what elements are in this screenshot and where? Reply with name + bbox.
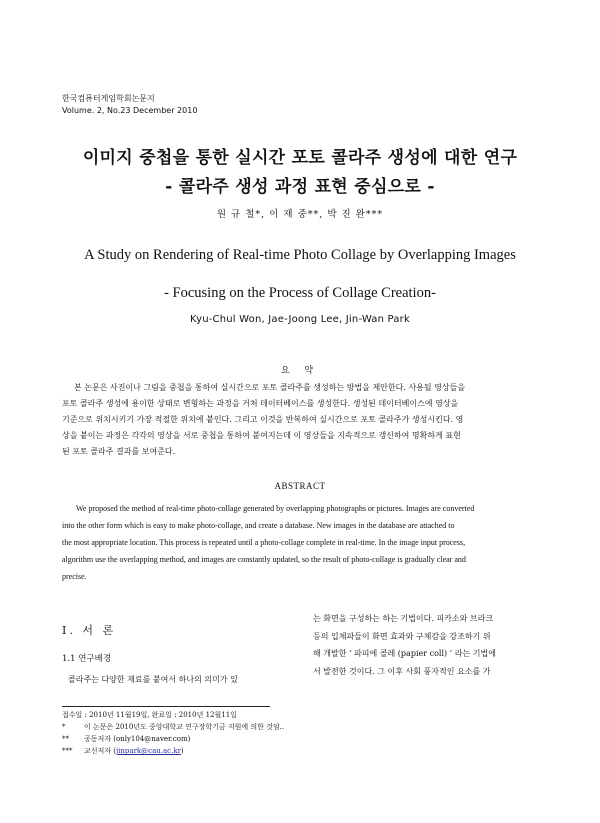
english-abstract-line: We proposed the method of real-time photo-collage generated by overlapping photographs or pictures. Images are converted: [76, 504, 475, 513]
korean-authors: 원 규 철*, 이 재 중**, 박 진 완***: [216, 209, 384, 220]
english-abstract-line: algorithm use the overlapping method, and images are constantly updated, so the result of photo-collage is gradually clear and: [62, 555, 466, 564]
body-line: 등의 입체파들이 화면 효과와 구체감을 강조하기 위: [313, 631, 491, 641]
korean-abstract-line: 된 포토 콜라주 결과를 보여준다.: [62, 447, 176, 456]
korean-abstract-line: 포토 콜라주 생성에 용이한 상태로 변형하는 과정을 거쳐 데이터베이스를 생성한다. 생성된 데이터베이스에 영상을: [62, 399, 459, 408]
footnote-text: 공동저자 (only104@naver.com): [84, 735, 191, 743]
section-title: Ⅰ. 서 론: [62, 624, 117, 637]
korean-abstract: [62, 380, 538, 460]
korean-abstract-line: 상을 붙이는 과정은 각각의 영상을 서로 중첩을 통하여 붙여지는데 이 영상들을 지속적으로 갱신하여 명확하게 표현: [62, 431, 461, 440]
korean-abstract-line: 본 논문은 사진이나 그림을 중첩을 통하여 실시간으로 포토 콜라주를 생성하는 방법을 제안한다. 사용될 영상들을: [74, 383, 466, 392]
journal-name: 한국컴퓨터게임학회논문지: [62, 94, 155, 103]
english-abstract-heading: ABSTRACT: [274, 481, 326, 491]
korean-abstract-line: 기준으로 위치시키기 가장 적절한 위치에 붙인다. 그리고 이것을 반복하여 실시간으로 포토 콜라주가 생성시킨다. 영: [62, 415, 464, 424]
korean-title-line2: - 콜라주 생성 과정 표현 중심으로 -: [165, 177, 435, 197]
english-abstract: [62, 500, 538, 585]
english-title-line1: A Study on Rendering of Real-time Photo Collage by Overlapping Images: [84, 247, 516, 263]
english-abstract-line: precise.: [62, 572, 87, 581]
email-link[interactable]: jinpark@cau.ac.kr: [116, 747, 181, 755]
korean-abstract-heading: 요 약: [280, 366, 320, 376]
footnote-mark: ***: [62, 747, 73, 755]
body-line: 해 개발한 ‘ 파피에 콜레 (papier coll) ’ 라는 기법에: [313, 649, 496, 658]
footnote-3: [62, 746, 184, 756]
footnote-divider: [62, 706, 270, 707]
body-line: 는 화면을 구성하는 하는 기법이다. 피카소와 브라크: [313, 614, 494, 623]
english-title-line2: - Focusing on the Process of Collage Creation-: [164, 285, 436, 301]
footnote-text: 이 논문은 2010년도 중앙대학교 연구장학기금 지원에 의한 것임..: [84, 723, 285, 731]
subsection-title: 1.1 연구배경: [62, 654, 112, 664]
footnote-tail: ): [180, 747, 184, 755]
footnote-2: [62, 734, 190, 744]
footnote-1: [62, 722, 284, 732]
body-line: 서 발전한 것이다. 그 이후 사회 풍자적인 요소를 가: [313, 666, 491, 676]
footnote-mark: **: [62, 735, 69, 743]
english-abstract-line: the most appropriate location. This process is repeated until a photo-collage complete in real-time. In the image input process,: [62, 538, 466, 547]
footnote-mark: *: [62, 723, 66, 731]
body-text-left: 콜라주는 다양한 재료를 붙여서 하나의 의미가 있: [68, 675, 238, 684]
body-text-right: [313, 610, 539, 680]
received-date: 접수일 : 2010년 11월19일, 완료일 : 2010년 12월11일: [62, 711, 237, 719]
english-authors: Kyu-Chul Won, Jae-Joong Lee, Jin-Wan Park: [190, 314, 410, 325]
journal-volume: Volume. 2, No.23 December 2010: [62, 106, 198, 115]
english-abstract-line: into the other form which is easy to make photo-collage, and create a database. New images in the database are attached to: [62, 521, 455, 530]
footnote-text: 교신저자 (: [84, 747, 117, 755]
korean-title-line1: 이미지 중첩을 통한 실시간 포토 콜라주 생성에 대한 연구: [82, 148, 518, 168]
